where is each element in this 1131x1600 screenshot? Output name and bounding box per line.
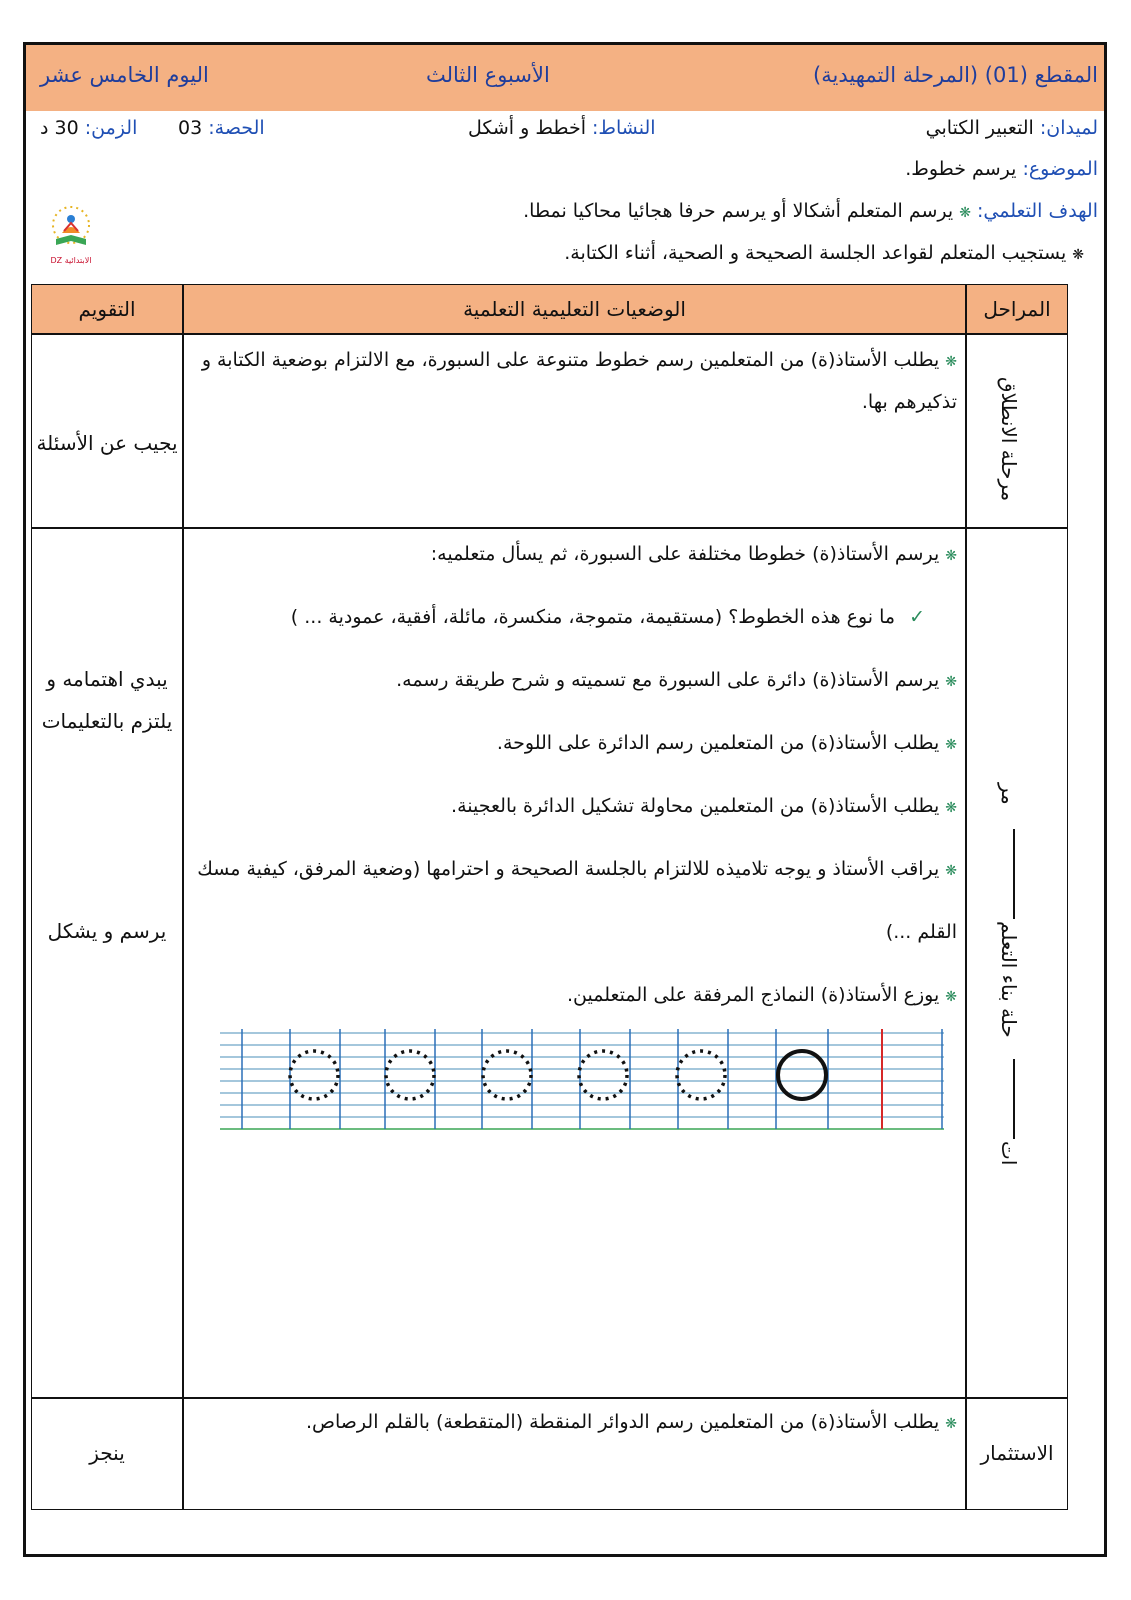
- bullet-icon: ❋: [945, 548, 957, 564]
- stage-stretch-line: [1013, 1059, 1015, 1139]
- build-line-3: [396, 669, 957, 691]
- goal-line-1: [523, 200, 1098, 222]
- invest-situations-cell: [183, 1398, 966, 1510]
- goal-1-text: يرسم المتعلم أشكالا أو يرسم حرفا هجائيا محاكيا نمطا.: [523, 200, 954, 222]
- lesson-sheet: [23, 42, 1107, 1557]
- field-label: لميدان:: [1039, 117, 1098, 139]
- invest-stage-cell: [966, 1398, 1068, 1510]
- build-stage-bottom: ات: [997, 1141, 1021, 1166]
- build-line-7: القلم ...): [885, 921, 957, 943]
- build-evaluation-cell: [31, 528, 183, 1398]
- launch-evaluation: يجيب عن الأسئلة: [36, 431, 178, 455]
- build-line-3-text: يرسم الأستاذ(ة) دائرة على السبورة مع تسميته و شرح طريقة رسمه.: [396, 669, 940, 691]
- bullet-icon: ❋: [1072, 247, 1084, 263]
- topic-line: [905, 158, 1098, 180]
- session-label: الحصة:: [208, 117, 265, 139]
- goal-line-2: [564, 242, 1084, 264]
- build-line-5: [451, 795, 957, 817]
- day-title: اليوم الخامس عشر: [40, 63, 209, 87]
- build-line-6-text: يراقب الأستاذ و يوجه تلاميذه للالتزام بالجلسة الصحيحة و احترامها (وضعية المرفق، كيفية مسك: [197, 858, 940, 880]
- build-line-1: [431, 543, 957, 565]
- field-value: التعبير الكتابي: [925, 117, 1034, 139]
- circle-practice-grid: [220, 1029, 944, 1131]
- build-line-2: [291, 606, 925, 628]
- build-line-6: [197, 858, 957, 880]
- time-label: الزمن:: [84, 117, 138, 139]
- bullet-icon: ❋: [945, 989, 957, 1005]
- launch-line-1: [202, 349, 957, 371]
- stage-stretch-line: [1013, 829, 1015, 919]
- bullet-icon: ❋: [945, 1416, 957, 1432]
- invest-line-1-text: يطلب الأستاذ(ة) من المتعلمين رسم الدوائر المنقطة (المتقطعة) بالقلم الرصاص.: [305, 1411, 940, 1433]
- build-line-4: [497, 732, 957, 754]
- session-value: 03: [178, 117, 203, 139]
- header-band: [26, 45, 1104, 111]
- bullet-icon: ❋: [959, 205, 971, 221]
- build-evaluation-2: يلتزم بالتعليمات: [41, 709, 173, 733]
- time-line: [40, 117, 137, 139]
- build-line-5-text: يطلب الأستاذ(ة) من المتعلمين محاولة تشكيل الدائرة بالعجينة.: [451, 795, 940, 817]
- activity-line: [468, 117, 656, 139]
- build-evaluation-1: يبدي اهتمامه و: [46, 667, 168, 691]
- bullet-icon: ❋: [945, 674, 957, 690]
- goal-2-text: يستجيب المتعلم لقواعد الجلسة الصحيحة و الصحية، أثناء الكتابة.: [564, 242, 1067, 264]
- activity-label: النشاط:: [592, 117, 656, 139]
- col-head-situations: الوضعيات التعليمية التعلمية: [183, 284, 966, 334]
- invest-stage: الاستثمار: [980, 1441, 1054, 1465]
- time-value: 30 د: [40, 117, 79, 139]
- invest-evaluation: ينجز: [89, 1441, 125, 1465]
- field-line: [926, 117, 1098, 139]
- school-logo: [40, 203, 102, 265]
- goal-label: الهدف التعلمي:: [976, 200, 1098, 222]
- col-head-evaluation: التقويم: [31, 284, 183, 334]
- build-line-8: [567, 984, 957, 1006]
- bullet-icon: ❋: [945, 863, 957, 879]
- topic-value: يرسم خطوط.: [905, 158, 1017, 180]
- col-head-stages: المراحل: [966, 284, 1068, 334]
- build-evaluation-3: يرسم و يشكل: [47, 919, 167, 943]
- bullet-icon: ❋: [945, 354, 957, 370]
- logo-caption: DZ الابتدائية: [50, 256, 92, 265]
- build-situations-cell: [183, 528, 966, 1398]
- topic-label: الموضوع:: [1022, 158, 1098, 180]
- launch-line-1-text: يطلب الأستاذ(ة) من المتعلمين رسم خطوط متنوعة على السبورة، مع الالتزام بوضعية الكتابة و: [201, 349, 940, 371]
- launch-stage-cell: [966, 334, 1068, 528]
- invest-evaluation-cell: [31, 1398, 183, 1510]
- launch-evaluation-cell: [31, 334, 183, 528]
- launch-line-2: تذكيرهم بها.: [861, 391, 957, 413]
- bullet-icon: ❋: [945, 737, 957, 753]
- build-line-4-text: يطلب الأستاذ(ة) من المتعلمين رسم الدائرة على اللوحة.: [496, 732, 940, 754]
- build-stage-top: مر: [997, 783, 1021, 805]
- bullet-icon: ❋: [945, 800, 957, 816]
- check-icon: ✓: [909, 606, 925, 628]
- launch-stage: مرحلة الانطلاق: [997, 377, 1021, 502]
- activity-value: أخطط و أشكل: [468, 117, 586, 139]
- invest-line-1: [306, 1411, 957, 1433]
- build-line-8-text: يوزع الأستاذ(ة) النماذج المرفقة على المتعلمين.: [567, 984, 940, 1006]
- session-line: [178, 117, 265, 139]
- segment-title: المقطع (01) (المرحلة التمهيدية): [813, 63, 1098, 87]
- launch-situations-cell: [183, 334, 966, 528]
- build-line-1-text: يرسم الأستاذ(ة) خطوطا مختلفة على السبورة، ثم يسأل متعلميه:: [430, 543, 940, 565]
- week-title: الأسبوع الثالث: [426, 63, 550, 87]
- build-line-2-text: ما نوع هذه الخطوط؟ (مستقيمة، متموجة، منكسرة، مائلة، أفقية، عمودية ... ): [290, 606, 896, 628]
- build-stage-mid: حلة بناء التعلم: [997, 921, 1021, 1038]
- build-stage-cell: [966, 528, 1068, 1398]
